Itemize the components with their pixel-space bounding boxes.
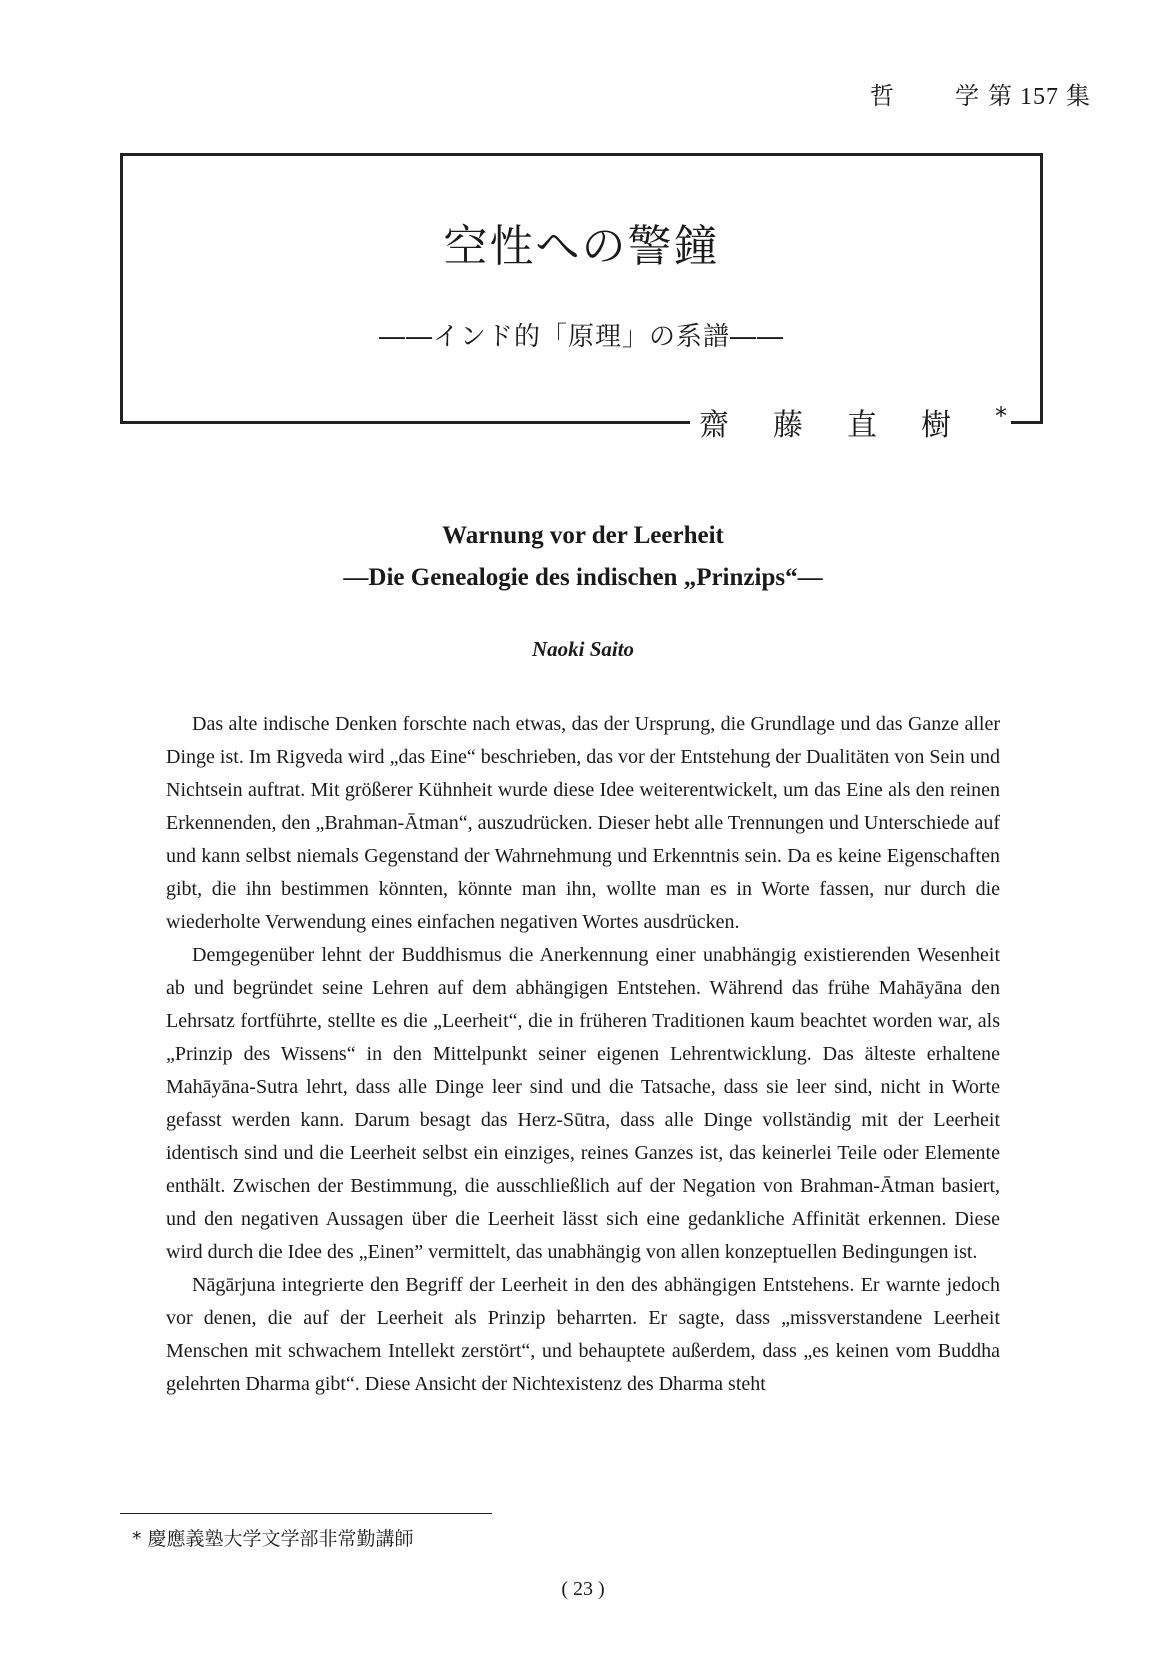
title-frame-bottom-left xyxy=(120,421,690,424)
page-number: ( 23 ) xyxy=(561,1578,605,1600)
title-frame xyxy=(120,153,1043,423)
japanese-author xyxy=(695,400,1011,444)
body-paragraph: Nāgārjuna integrierte den Begriff der Leerheit in den des abhängigen Entstehens. Er warnte jedoch vor denen, die auf der Leerheit als Prinzip beharrten. Er sagte, dass „missverstandene Leerheit Menschen mit schwachem Intellekt zerstört“, und behauptete außerdem, dass „es keinen vom Buddha gelehrten Dharma gibt“. Diese Ansicht der Nichtexistenz des Dharma steht xyxy=(166,1274,1000,1395)
author-footnote-mark: * xyxy=(995,402,1007,430)
german-title: Warnung vor der Leerheit xyxy=(442,522,724,549)
journal-volume: 第 157 集 xyxy=(988,84,1091,110)
japanese-title: 空性への警鐘 xyxy=(443,221,720,272)
journal-header xyxy=(870,76,1091,111)
german-author: Naoki Saito xyxy=(531,637,635,661)
author-name: 齋藤直樹 xyxy=(699,408,995,443)
body-paragraph: Demgegenüber lehnt der Buddhismus die Anerkennung einer unabhängig existierenden Wesenheit ab und begründet seine Lehren auf dem abhängigen Entstehen. Während das frühe Mahāyāna den Lehrsatz fortführte, stellte es die „Leerheit“, die in früheren Traditionen kaum beachtet worden war, als „Prinzip des Wissens“ in den Mittelpunkt seiner eigenen Lehrentwicklung. Das älteste erhaltene Mahāyāna-Sutra lehrt, dass alle Dinge leer sind und die Tatsache, dass sie leer sind, nicht in Worte gefasst werden kann. Darum besagt das Herz-Sūtra, dass alle Dinge vollständig mit der Leerheit identisch sind und die Leerheit selbst ein einziges, reines Ganzes ist, das keinerlei Teile oder Elemente enthält. Zwischen der Bestimmung, die ausschließlich auf der Negation von Brahman-Ātman basiert, und den negativen Aussagen über die Leerheit lässt sich eine gedankliche Affinität erkennen. Diese wird durch die Idee des „Einen” vermittelt, das unabhängig von allen konzeptuellen Bedingungen ist. xyxy=(166,944,1000,1263)
body-paragraph: Das alte indische Denken forschte nach etwas, das der Ursprung, die Grundlage und das Ganze aller Dinge ist. Im Rigveda wird „das Eine“ beschrieben, das vor der Entstehung der Dualitäten von Sein und Nichtsein auftrat. Mit größerer Kühnheit wurde diese Idee weiterentwickelt, um das Eine als den reinen Erkennenden, den „Brahman-Ātman“, auszudrücken. Dieser hebt alle Trennungen und Unterschiede auf und kann selbst niemals Gegenstand der Wahrnehmung und Erkenntnis sein. Da es keine Eigenschaften gibt, die ihn bestimmen könnten, könnte man ihn, wollte man es in Worte fassen, nur durch die wiederholte Verwendung eines einfachen negativen Wortes ausdrücken. xyxy=(166,713,1000,933)
footnote-divider xyxy=(120,1513,492,1514)
abstract-body xyxy=(166,708,1000,1401)
journal-name-part1: 哲 xyxy=(870,84,895,110)
german-subtitle: —Die Genealogie des indischen „Prinzips“— xyxy=(343,564,823,591)
journal-name-part2: 学 xyxy=(955,84,980,110)
footnote: * 慶應義塾大学文学部非常勤講師 xyxy=(132,1528,414,1550)
japanese-subtitle: ――インド的「原理」の系譜―― xyxy=(378,322,784,352)
